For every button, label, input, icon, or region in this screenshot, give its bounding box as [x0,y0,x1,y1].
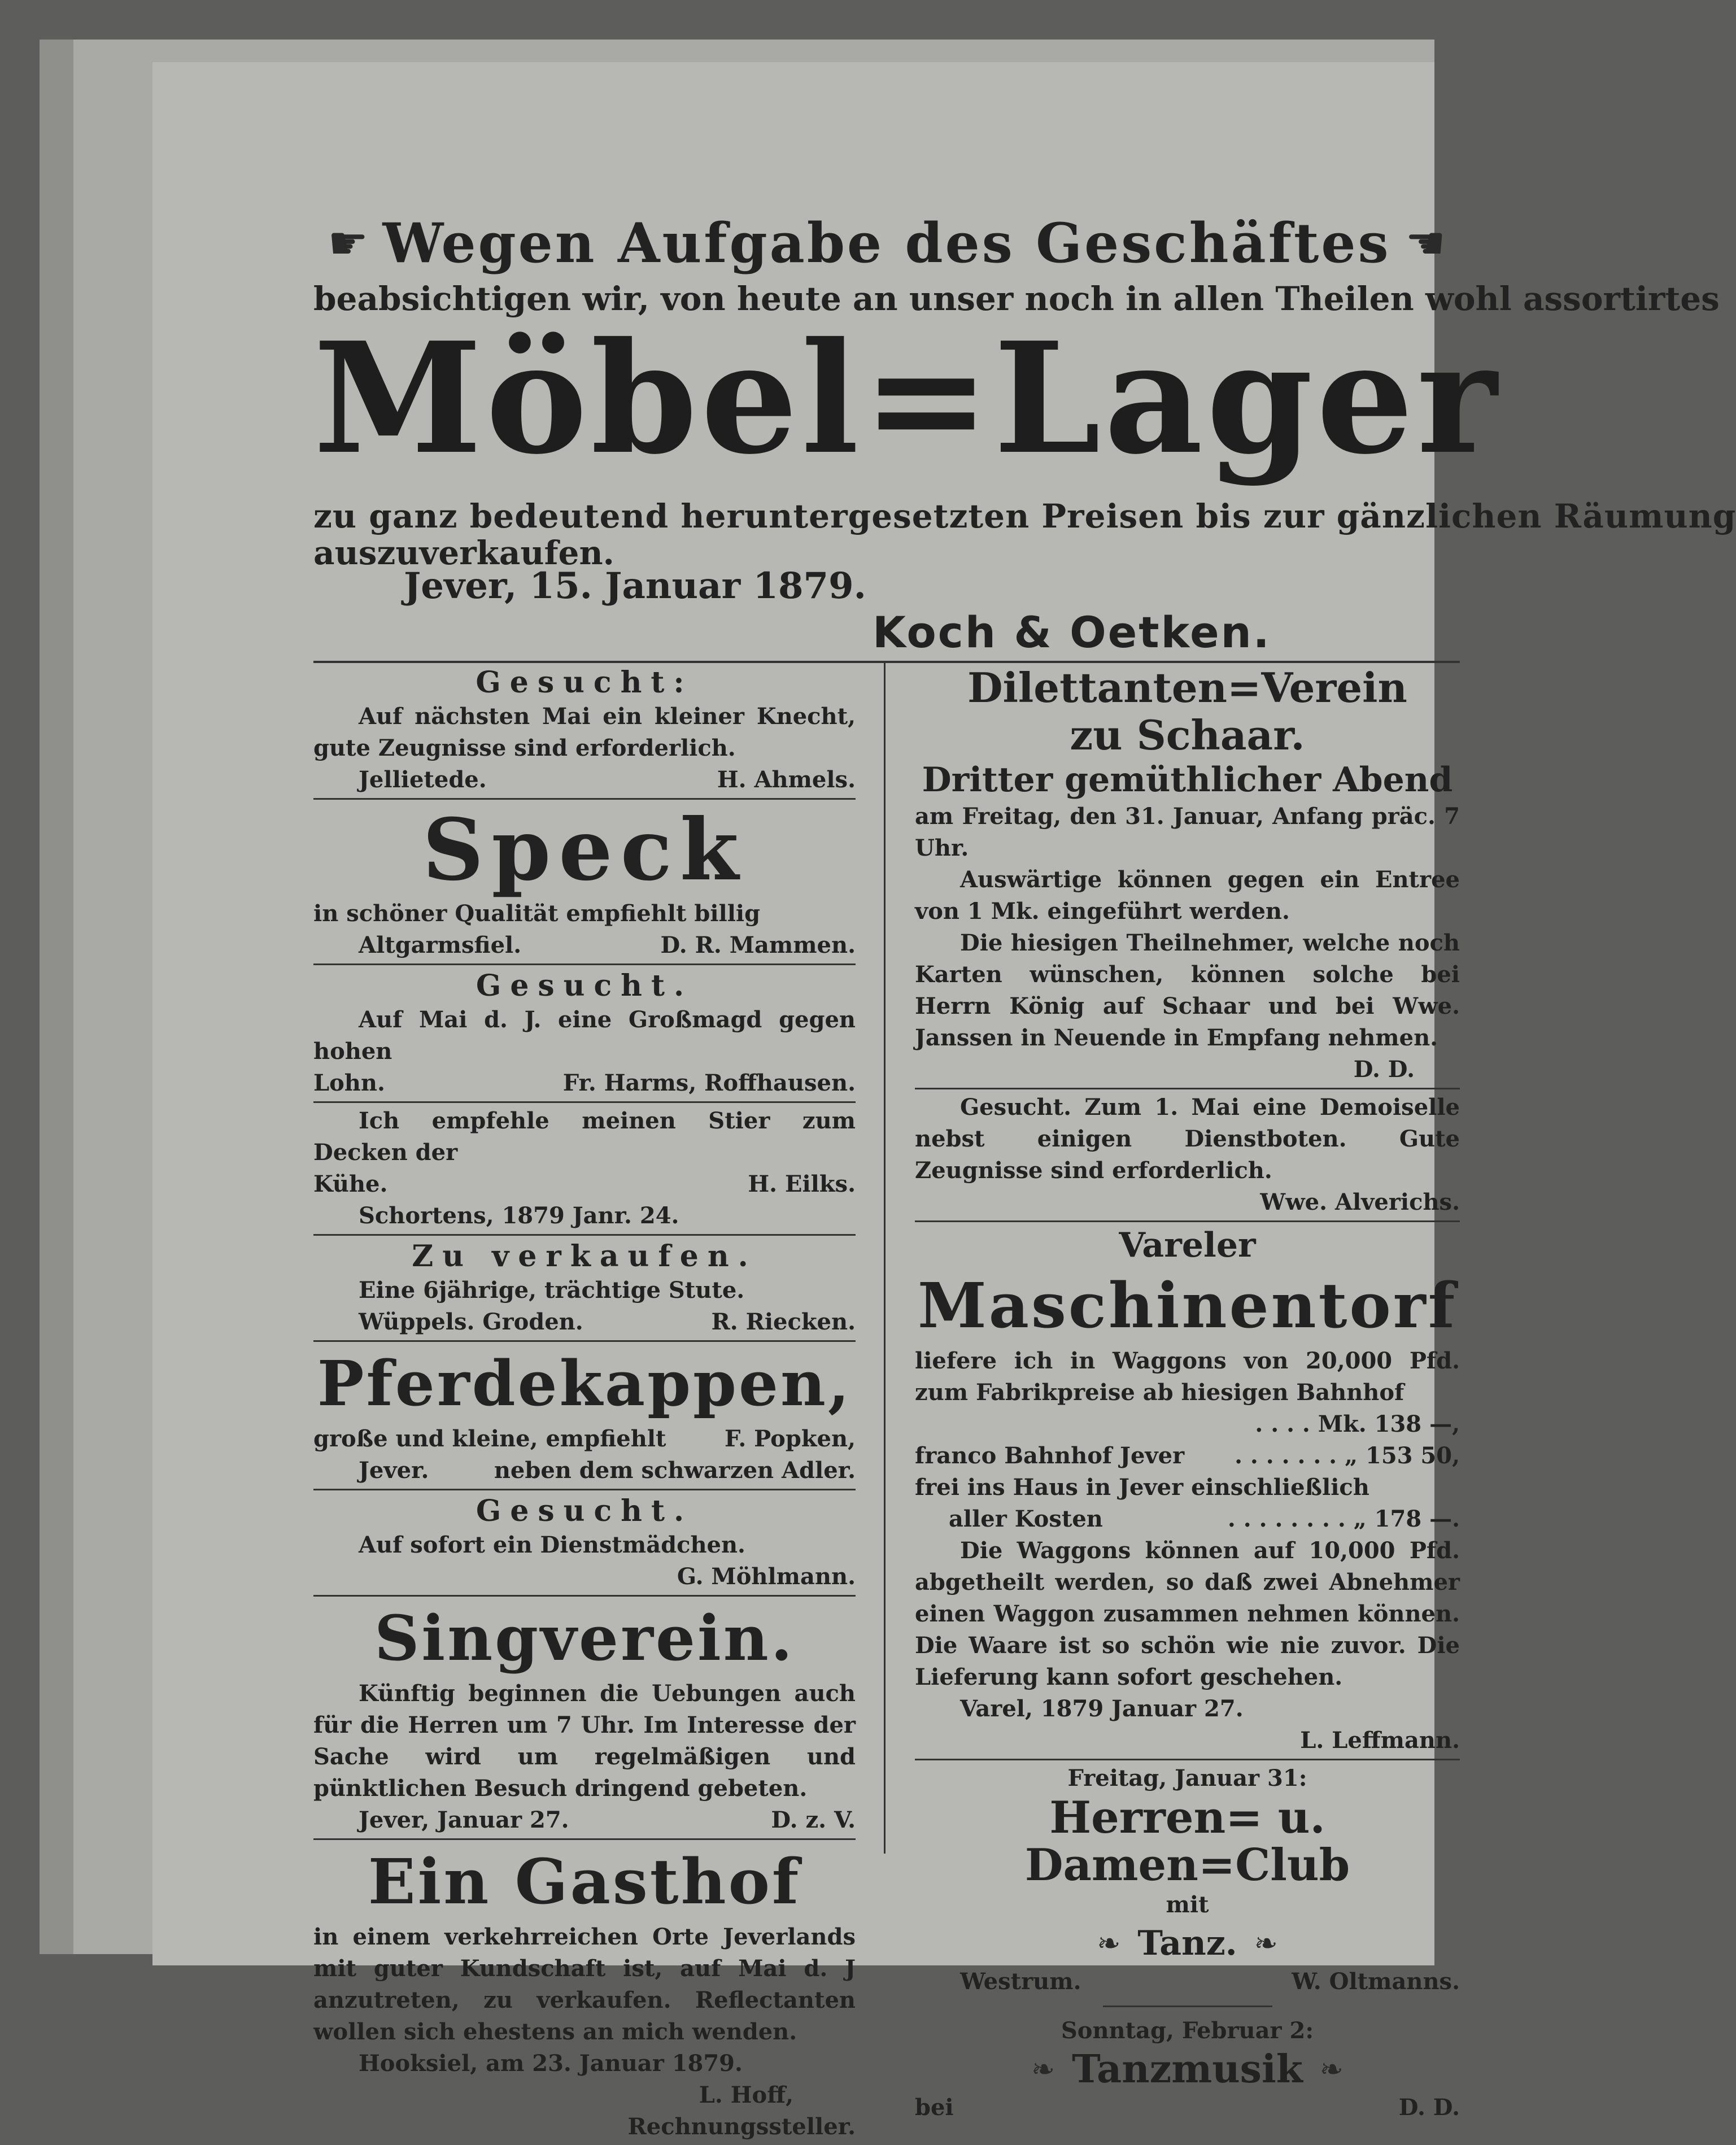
pointing-hand-icon: ☛ [1404,216,1446,269]
ad-maschinentorf [915,1222,1460,1760]
price-row [915,1409,1460,1440]
ad-date: Freitag, Januar 31: [1067,1765,1307,1791]
ad-pretitle: Vareler [1119,1226,1256,1265]
divider [1103,2006,1272,2007]
header-title: Wegen Aufgabe des Geschäftes [382,211,1391,275]
ad-title: Gesucht: [476,665,693,700]
ad-footer [313,1561,856,1593]
ad-title: Gesucht. [476,969,693,1003]
ad-title: Pferdekappen, [317,1347,852,1420]
ad-signature: D. D. [1353,1056,1415,1083]
ad-club-tanz [915,1760,1460,2126]
ad-text: große und kleine, empfiehlt [313,1425,666,1452]
ad-text: liefere ich in Waggons von 20,000 Pfd. zum Fabrikpreise ab hiesigen Bahnhof [915,1348,1460,1406]
ad-text: Auf Mai d. J. eine Großmagd gegen hohen [313,1006,856,1065]
ad-footer [313,764,856,796]
price-value: „ 178 —. [1353,1506,1460,1532]
ad-text: Ich empfehle meinen Stier zum Decken der [313,1108,856,1166]
ad-title-2: zu Schaar. [1070,711,1305,759]
ad-signature: G. Möhlmann. [677,1563,856,1590]
ad-title: Herren= u. Damen=Club [1024,1792,1350,1891]
crown-ornament-icon: ❧ [1031,2053,1055,2086]
ad-footer [915,2092,1460,2124]
ad-tanz: Tanz. [1137,1924,1237,1963]
header-line-2: beabsichtigen wir, von heute an unser noch in allen Theilen wohl assortirtes [313,280,1720,318]
ad-signature: W. Oltmanns. [1292,1968,1460,1995]
ad-gesucht-dienstmaedchen [313,1490,856,1597]
ad-footer [313,930,856,961]
ad-signature: H. Ahmels. [717,766,856,793]
ad-tanz-row [915,1921,1460,1966]
header-line-3: zu ganz bedeutend heruntergesetzten Preisen bis zur gänzlichen Räumung [313,497,1736,535]
ad-text: in einem verkehrreichen Orte Jeverlands mit guter Kundschaft ist, auf Mai d. J anzutreten, zu verkaufen. Reflectanten wollen sich ehestens an mich wenden. [313,1924,856,2045]
header-date: Jever, 15. Januar 1879. [404,565,866,607]
ad-signature: H. Eilks. [748,1171,856,1197]
header-line-1 [313,203,1460,282]
ad-footer [313,1169,856,1200]
ad-dilettanten-verein [915,662,1460,1089]
price-dots: . . . . . . . . [1227,1506,1346,1532]
ad-footer [915,1966,1460,1998]
ad-singverein [313,1597,856,1840]
ad-text: Die Waggons können auf 10,000 Pfd. abgetheilt werden, so daß zwei Abnehmer einen Waggon zusammen nehmen können. Die Waare ist so schön wie nie zuvor. Die Lieferung kann sofort geschehen. [915,1537,1460,1690]
ad-date: Sonntag, Februar 2: [1061,2017,1314,2044]
ad-footer [313,1455,856,1486]
ad-text-cont: Lohn. [313,1070,385,1096]
ad-title: Tanzmusik [1072,2047,1303,2092]
ad-footer [313,1306,856,1338]
ad-gesucht-demoiselle [915,1089,1460,1222]
price-row [915,1503,1460,1535]
ad-date: Varel, 1879 Januar 27. [960,1695,1244,1722]
price-value: Mk. 138 —, [1318,1411,1460,1437]
ad-title: Speck [422,800,747,900]
header-firm: Koch & Oetken. [873,607,1271,657]
ad-footer [313,1804,856,1836]
ad-signature: D. z. V. [771,1807,856,1833]
ad-text: am Freitag, den 31. Januar, Anfang präc. 7 Uhr. [915,803,1460,861]
price-dots: . . . . [1255,1411,1310,1437]
ad-line [313,1423,856,1455]
ad-title: Gesucht. [476,1494,693,1528]
price-label: frei ins Haus in Jever einschließlich [915,1474,1369,1501]
ad-gasthof [313,1840,856,2145]
ad-date: Hooksiel, am 23. Januar 1879. [359,2050,743,2077]
price-value: „ 153 50, [1345,1442,1460,1469]
ad-tanzmusik-row [915,2047,1460,2092]
crown-ornament-icon: ❧ [1319,2053,1344,2086]
ad-place: Westrum. [960,1968,1081,1995]
ad-date: Schortens, 1879 Janr. 24. [359,1202,679,1229]
ad-gesucht-grossmagd [313,965,856,1103]
ad-title: Maschinentorf [917,1269,1458,1342]
ad-title: Zu verkaufen. [412,1239,757,1274]
ad-signature: L. Leffmann. [1300,1727,1460,1754]
ad-signature-role: Rechnungssteller. [627,2113,856,2140]
ad-text: Eine 6jährige, trächtige Stute. [359,1277,745,1303]
price-dots: . . . . . . . [1235,1442,1337,1469]
ad-signature: D. D. [1398,2094,1460,2121]
price-label: aller Kosten [949,1506,1103,1532]
pointing-hand-icon: ☛ [328,216,369,269]
leaf-ornament-icon: ❧ [1254,1927,1278,1960]
ad-stier [313,1103,856,1236]
ad-zu-verkaufen [313,1236,856,1342]
ad-signature: L. Hoff, [699,2082,793,2108]
ad-text: Auswärtige können gegen ein Entree von 1 Mk. eingeführt werden. [915,866,1460,925]
ad-gesucht-knecht [313,662,856,800]
ad-mit: mit [1166,1891,1209,1918]
ad-text: Gesucht. Zum 1. Mai eine Demoiselle nebst einigen Dienstboten. Gute Zeugnisse sind erforderlich. [915,1094,1460,1184]
column-divider [884,662,886,1854]
ad-title: Dilettanten=Verein [967,664,1407,712]
header-line-4: auszuverkaufen. [313,534,614,572]
ad-signature: Fr. Harms, Roffhausen. [562,1070,856,1096]
ad-text: Auf sofort ein Dienstmädchen. [359,1532,745,1558]
ad-text: Die hiesigen Theilnehmer, welche noch Karten wünschen, können solche bei Herrn König auf Schaar und bei Wwe. Janssen in Neuende in Empfang nehmen. [915,930,1460,1051]
ad-title: Ein Gasthof [368,1845,801,1918]
ad-signature: R. Riecken. [711,1309,856,1335]
price-row [915,1440,1460,1472]
left-column [313,662,856,2140]
ad-text: Künftig beginnen die Uebungen auch für die Herren um 7 Uhr. Im Interesse der Sache wird um regelmäßigen und pünktlichen Besuch dringend gebeten. [313,1680,856,1802]
ad-signature: D. R. Mammen. [660,932,856,958]
leaf-ornament-icon: ❧ [1097,1927,1121,1960]
ad-speck [313,800,856,965]
ad-text: Auf nächsten Mai ein kleiner Knecht, gute Zeugnisse sind erforderlich. [313,703,856,761]
ad-title: Singverein. [374,1602,795,1675]
right-column [915,662,1460,2121]
ad-bei: bei [915,2094,954,2121]
ad-subtitle: Dritter gemüthlicher Abend [922,760,1453,800]
ad-signature: Wwe. Alverichs. [1260,1189,1460,1215]
ad-place: Jever. [359,1457,429,1484]
ad-place: Jever, Januar 27. [359,1807,569,1833]
ad-place: Altgarmsfiel. [359,932,522,958]
price-label: franco Bahnhof Jever [915,1442,1185,1469]
ad-footer [313,1067,856,1099]
ad-place: Jellietede. [359,766,487,793]
ad-signature: F. Popken, [724,1425,856,1452]
ad-pferdekappen [313,1342,856,1490]
ad-place: Wüppels. Groden. [359,1309,583,1335]
ad-address: neben dem schwarzen Adler. [494,1457,856,1484]
ad-text: in schöner Qualität empfiehlt billig [313,900,761,927]
ad-text-cont: Kühe. [313,1171,388,1197]
moebel-lager-title: Möbel=Lager [313,308,1501,488]
